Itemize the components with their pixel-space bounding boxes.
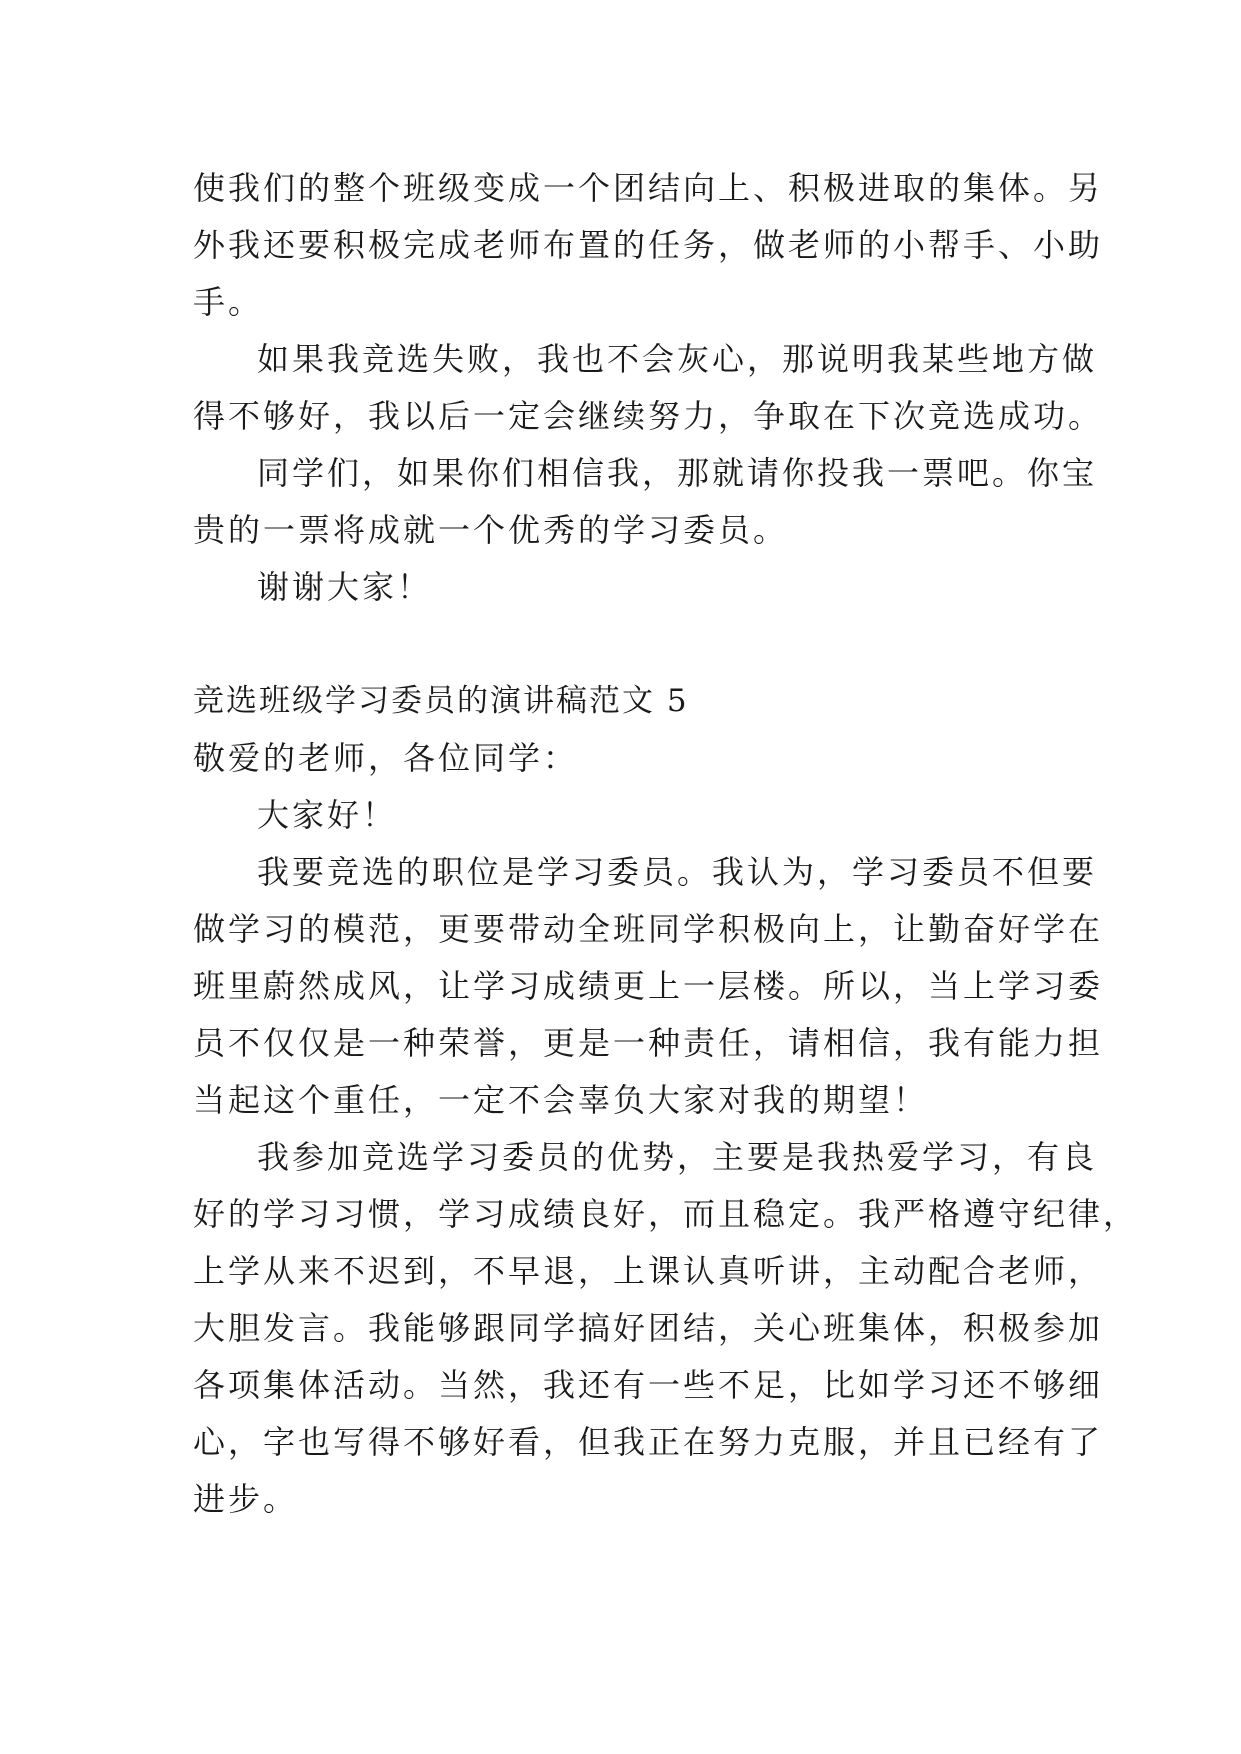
text-line: 手。	[193, 283, 264, 321]
text-line: 我参加竞选学习委员的优势，主要是我热爱学习，有良	[257, 1138, 1098, 1176]
greeting	[193, 787, 1073, 844]
text-line: 得不够好，我以后一定会继续努力，争取在下次竞选成功。	[193, 397, 1104, 435]
text-line: 进步。	[193, 1480, 299, 1518]
section-heading	[193, 673, 1073, 730]
text-line: 使我们的整个班级变成一个团结向上、积极进取的集体。另	[193, 169, 1104, 207]
text-line: 我要竞选的职位是学习委员。我认为，学习委员不但要	[257, 853, 1098, 891]
text-line: 谢谢大家！	[257, 568, 433, 606]
text-line: 外我还要积极完成老师布置的任务，做老师的小帮手、小助	[193, 226, 1104, 264]
text-line: 好的学习习惯，学习成绩良好，而且稳定。我严格遵守纪律，	[193, 1195, 1139, 1233]
text-line: 贵的一票将成就一个优秀的学习委员。	[193, 511, 789, 549]
paragraph-vote-request	[193, 445, 1098, 559]
text-line: 敬爱的老师，各位同学：	[193, 739, 579, 777]
paragraph-continuation	[193, 160, 1104, 331]
text-line: 班里蔚然成风，让学习成绩更上一层楼。所以，当上学习委	[193, 967, 1104, 1005]
document-body	[193, 160, 1139, 1528]
text-line: 大胆发言。我能够跟同学搞好团结，关心班集体，积极参加	[193, 1309, 1104, 1347]
salutation	[193, 730, 1073, 787]
text-line: 员不仅仅是一种荣誉，更是一种责任，请相信，我有能力担	[193, 1024, 1104, 1062]
section-gap	[193, 616, 1073, 673]
text-line: 心，字也写得不够好看，但我正在努力克服，并且已经有了	[193, 1423, 1104, 1461]
text-line: 上学从来不迟到，不早退，上课认真听讲，主动配合老师，	[193, 1252, 1104, 1290]
text-line: 当起这个重任，一定不会辜负大家对我的期望！	[193, 1081, 929, 1119]
text-line: 大家好！	[257, 796, 398, 834]
paragraph-thanks	[193, 559, 1073, 616]
text-line: 做学习的模范，更要带动全班同学积极向上，让勤奋好学在	[193, 910, 1104, 948]
text-line: 同学们，如果你们相信我，那就请你投我一票吧。你宝	[257, 454, 1098, 492]
text-line: 如果我竞选失败，我也不会灰心，那说明我某些地方做	[257, 340, 1098, 378]
section-title: 竞选班级学习委员的演讲稿范文 5	[193, 683, 689, 719]
text-line: 各项集体活动。当然，我还有一些不足，比如学习还不够细	[193, 1366, 1104, 1404]
paragraph-if-fail	[193, 331, 1104, 445]
paragraph-strengths	[193, 1129, 1139, 1528]
paragraph-position	[193, 844, 1104, 1129]
